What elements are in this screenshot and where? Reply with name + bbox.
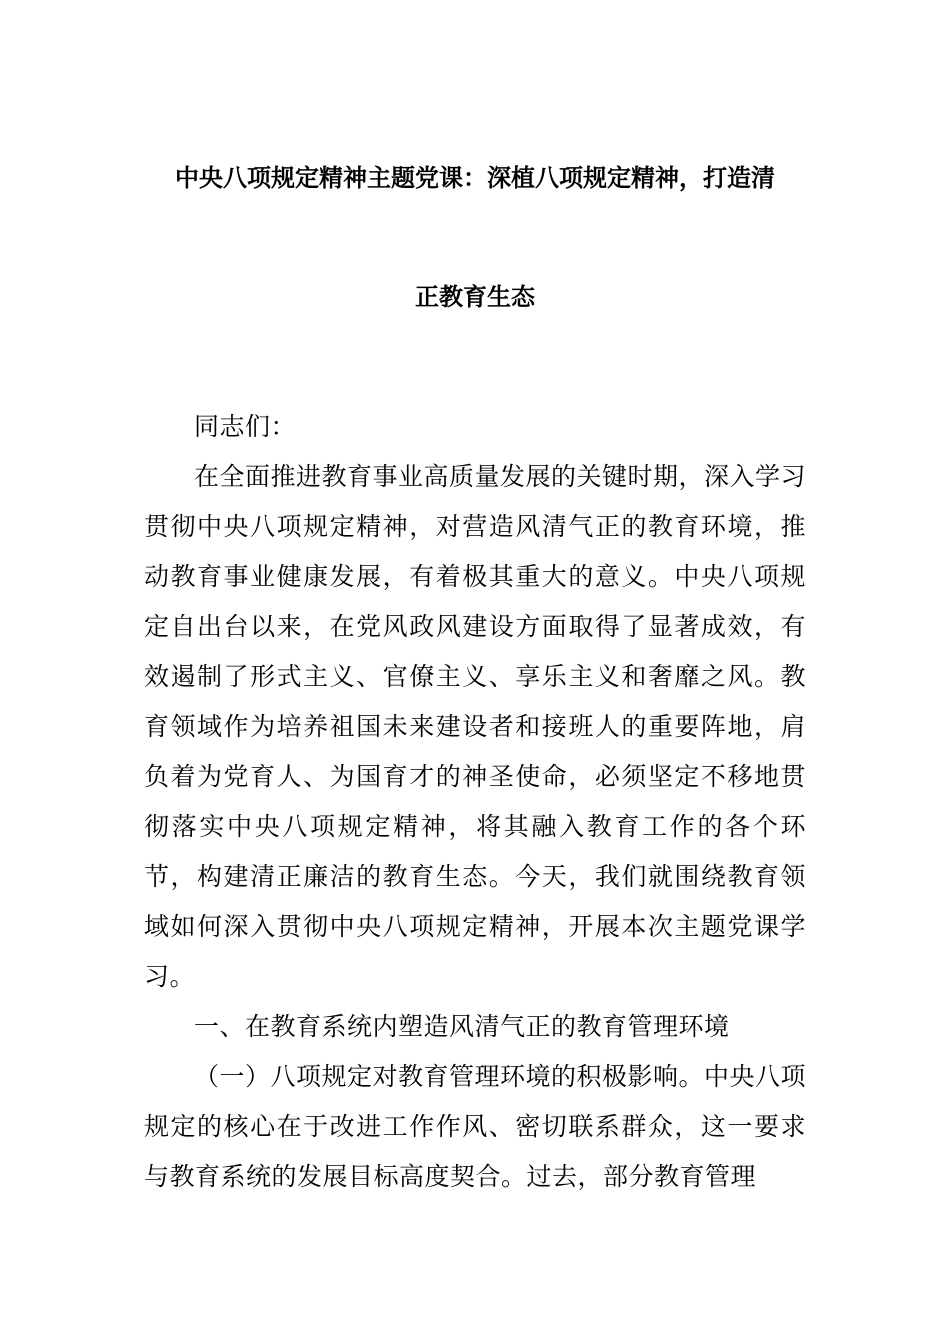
- document-title-line-1: 中央八项规定精神主题党课：深植八项规定精神，打造清: [175, 164, 775, 192]
- greeting: 同志们：: [194, 412, 297, 441]
- document-title-line-2: 正教育生态: [415, 283, 535, 311]
- document-body: [144, 402, 806, 1202]
- section-heading-1: 一、在教育系统内塑造风清气正的教育管理环境: [194, 1012, 730, 1041]
- subsection-paragraph-1: （一）八项规定对教育管理环境的积极影响。中央八项规定的核心在于改进工作作风、密切联系群众，这一要求与教育系统的发展目标高度契合。过去，部分教育管理: [144, 1062, 807, 1191]
- intro-paragraph: 在全面推进教育事业高质量发展的关键时期，深入学习贯彻中央八项规定精神，对营造风清气正的教育环境，推动教育事业健康发展，有着极其重大的意义。中央八项规定自出台以来，在党风政风建设方面取得了显著成效，有效遏制了形式主义、官僚主义、享乐主义和奢靡之风。教育领域作为培养祖国未来建设者和接班人的重要阵地，肩负着为党育人、为国育才的神圣使命，必须坚定不移地贯彻落实中央八项规定精神，将其融入教育工作的各个环节，构建清正廉洁的教育生态。今天，我们就围绕教育领域如何深入贯彻中央八项规定精神，开展本次主题党课学习。: [144, 462, 807, 991]
